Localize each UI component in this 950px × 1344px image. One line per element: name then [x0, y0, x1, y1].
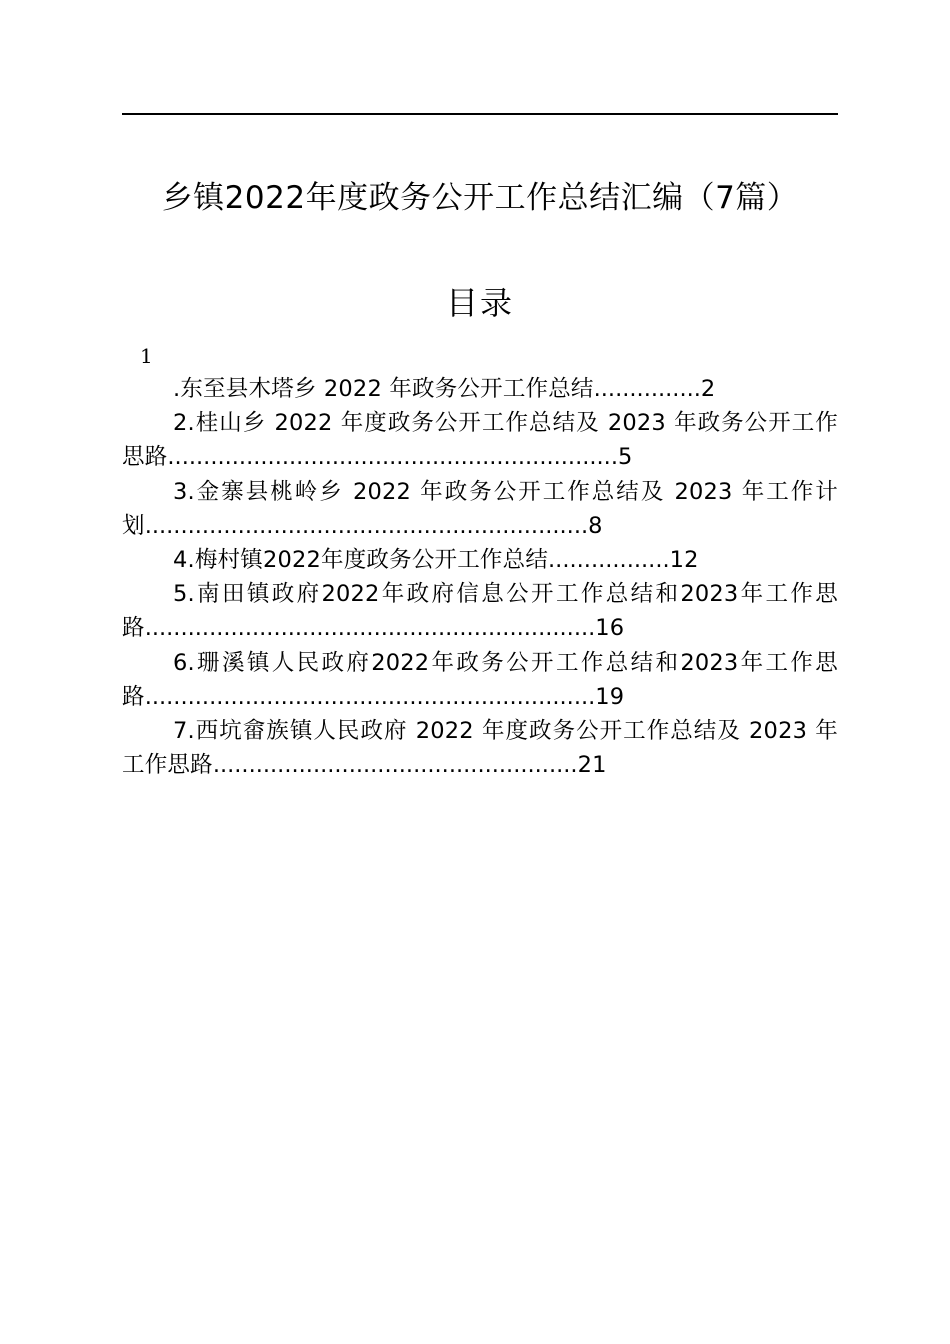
- toc-entry[interactable]: [122, 543, 838, 577]
- toc-entry-leader: ..............................................................: [144, 512, 589, 539]
- toc-entry-leader: ...............: [593, 376, 701, 402]
- toc-heading: 目录: [445, 284, 514, 322]
- toc-entry-page: 2: [700, 376, 716, 402]
- toc-entry-label: 5.南田镇政府2022年政府信息公开工作总结和2023年工作思路: [122, 581, 838, 642]
- toc-entry-label: 3.金寨县桃岭乡 2022 年政务公开工作总结及 2023 年工作计划: [122, 478, 838, 539]
- toc-entry[interactable]: [122, 475, 838, 543]
- toc-entry-page: 12: [669, 547, 699, 574]
- toc-entry-leader: ...............................................................: [144, 615, 596, 642]
- toc-entry-page: 8: [588, 512, 603, 539]
- toc-entry[interactable]: [122, 714, 838, 782]
- toc-entry-page: 16: [595, 615, 625, 642]
- toc-entry-label: 6.珊溪镇人民政府2022年政务公开工作总结和2023年工作思路: [122, 649, 838, 710]
- stray-number: 1: [140, 344, 153, 368]
- toc-entry-leader: ...............................................................: [167, 444, 618, 471]
- table-of-contents: [122, 372, 838, 782]
- toc-entry-leader: ...............................................................: [144, 683, 596, 710]
- document-title: 乡镇2022年度政务公开工作总结汇编（7篇）: [161, 180, 799, 216]
- toc-entry-label: 4.梅村镇2022年度政务公开工作总结: [173, 547, 549, 574]
- header-rule: [122, 113, 838, 115]
- toc-entry-leader: .................: [548, 547, 670, 574]
- toc-entry-page: 19: [595, 683, 625, 710]
- toc-entry-page: 21: [577, 752, 607, 779]
- toc-entry-page: 5: [618, 444, 633, 471]
- toc-entry[interactable]: [122, 577, 838, 645]
- toc-entry-label: 2.桂山乡 2022 年度政务公开工作总结及 2023 年政务公开工作思路: [122, 410, 838, 471]
- toc-entry-leader: ...................................................: [212, 752, 578, 779]
- toc-entry[interactable]: [122, 406, 838, 474]
- toc-entry[interactable]: [122, 646, 838, 714]
- toc-entry[interactable]: [122, 372, 838, 406]
- toc-entry-label: 7.西坑畲族镇人民政府 2022 年度政务公开工作总结及 2023 年工作思路: [122, 718, 838, 779]
- toc-entry-label: .东至县木塔乡 2022 年政务公开工作总结: [173, 376, 594, 402]
